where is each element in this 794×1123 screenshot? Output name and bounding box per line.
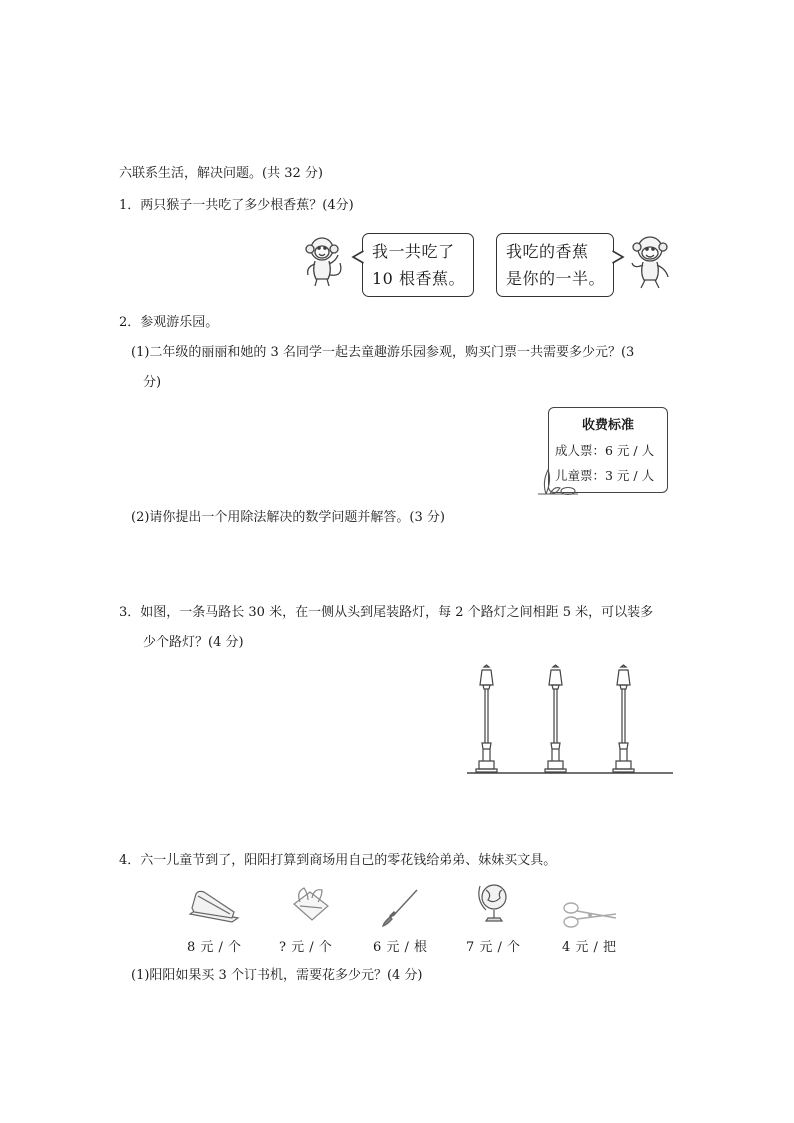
fee-child-line: 儿童票：3 元 / 人 — [555, 468, 655, 483]
question-4-sub1: (1)阳阳如果买 3 个订书机，需要花多少元？(4 分) — [131, 968, 423, 983]
scissors-icon — [562, 900, 618, 930]
price-scissors: 4 元 / 把 — [562, 940, 617, 955]
binder-clip-icon — [286, 886, 336, 926]
monkey-left-icon — [300, 233, 350, 289]
globe-icon — [474, 880, 514, 926]
stapler-icon — [186, 886, 242, 926]
street-lamp-icon — [476, 665, 497, 772]
monkey-right-icon — [624, 233, 674, 291]
question-4-text: 4．六一儿童节到了，阳阳打算到商场用自己的零花钱给弟弟、妹妹买文具。 — [119, 853, 557, 868]
question-2-sub1-line1: (1)二年级的丽丽和她的 3 名同学一起去童趣游乐园参观，购买门票一共需要多少元？(3 — [131, 345, 635, 360]
speech-bubble-right — [496, 233, 614, 297]
bubble-left-line-2: 10 根香蕉。 — [372, 269, 465, 288]
bubble-left-tail — [352, 250, 364, 264]
question-1-text: 1．两只猴子一共吃了多少根香蕉？(4分) — [119, 198, 354, 213]
plant-decoration-icon — [538, 466, 578, 496]
street-lamp-icon — [545, 665, 566, 772]
question-3-line2: 少个路灯？(4 分) — [143, 635, 244, 650]
bubble-right-tail — [612, 250, 624, 264]
question-2-sub1-line2: 分) — [143, 375, 162, 390]
question-3-line1: 3．如图，一条马路长 30 米，在一侧从头到尾装路灯，每 2 个路灯之间相距 5 米，可以装多 — [119, 605, 654, 620]
price-globe: 7 元 / 个 — [466, 940, 521, 955]
street-lamps-illustration — [467, 665, 673, 777]
bubble-right-line-2: 是你的一半。 — [506, 269, 606, 288]
bubble-right-line-1: 我吃的香蕉 — [506, 242, 589, 261]
section-title: 六联系生活，解决问题。(共 32 分) — [119, 166, 323, 181]
bubble-left-line-1: 我一共吃了 — [372, 242, 455, 261]
fee-adult-line: 成人票：6 元 / 人 — [555, 443, 655, 458]
question-2-text: 2．参观游乐园。 — [119, 315, 219, 330]
question-2-sub2: (2)请你提出一个用除法解决的数学问题并解答。(3 分) — [131, 510, 445, 525]
brush-icon — [381, 888, 421, 928]
fee-standard-title: 收费标准 — [581, 418, 634, 433]
price-brush: 6 元 / 根 — [373, 940, 428, 955]
street-lamp-icon — [613, 665, 634, 772]
price-stapler: 8 元 / 个 — [187, 940, 242, 955]
price-binder-clip: ? 元 / 个 — [279, 940, 333, 955]
speech-bubble-left — [362, 233, 474, 297]
